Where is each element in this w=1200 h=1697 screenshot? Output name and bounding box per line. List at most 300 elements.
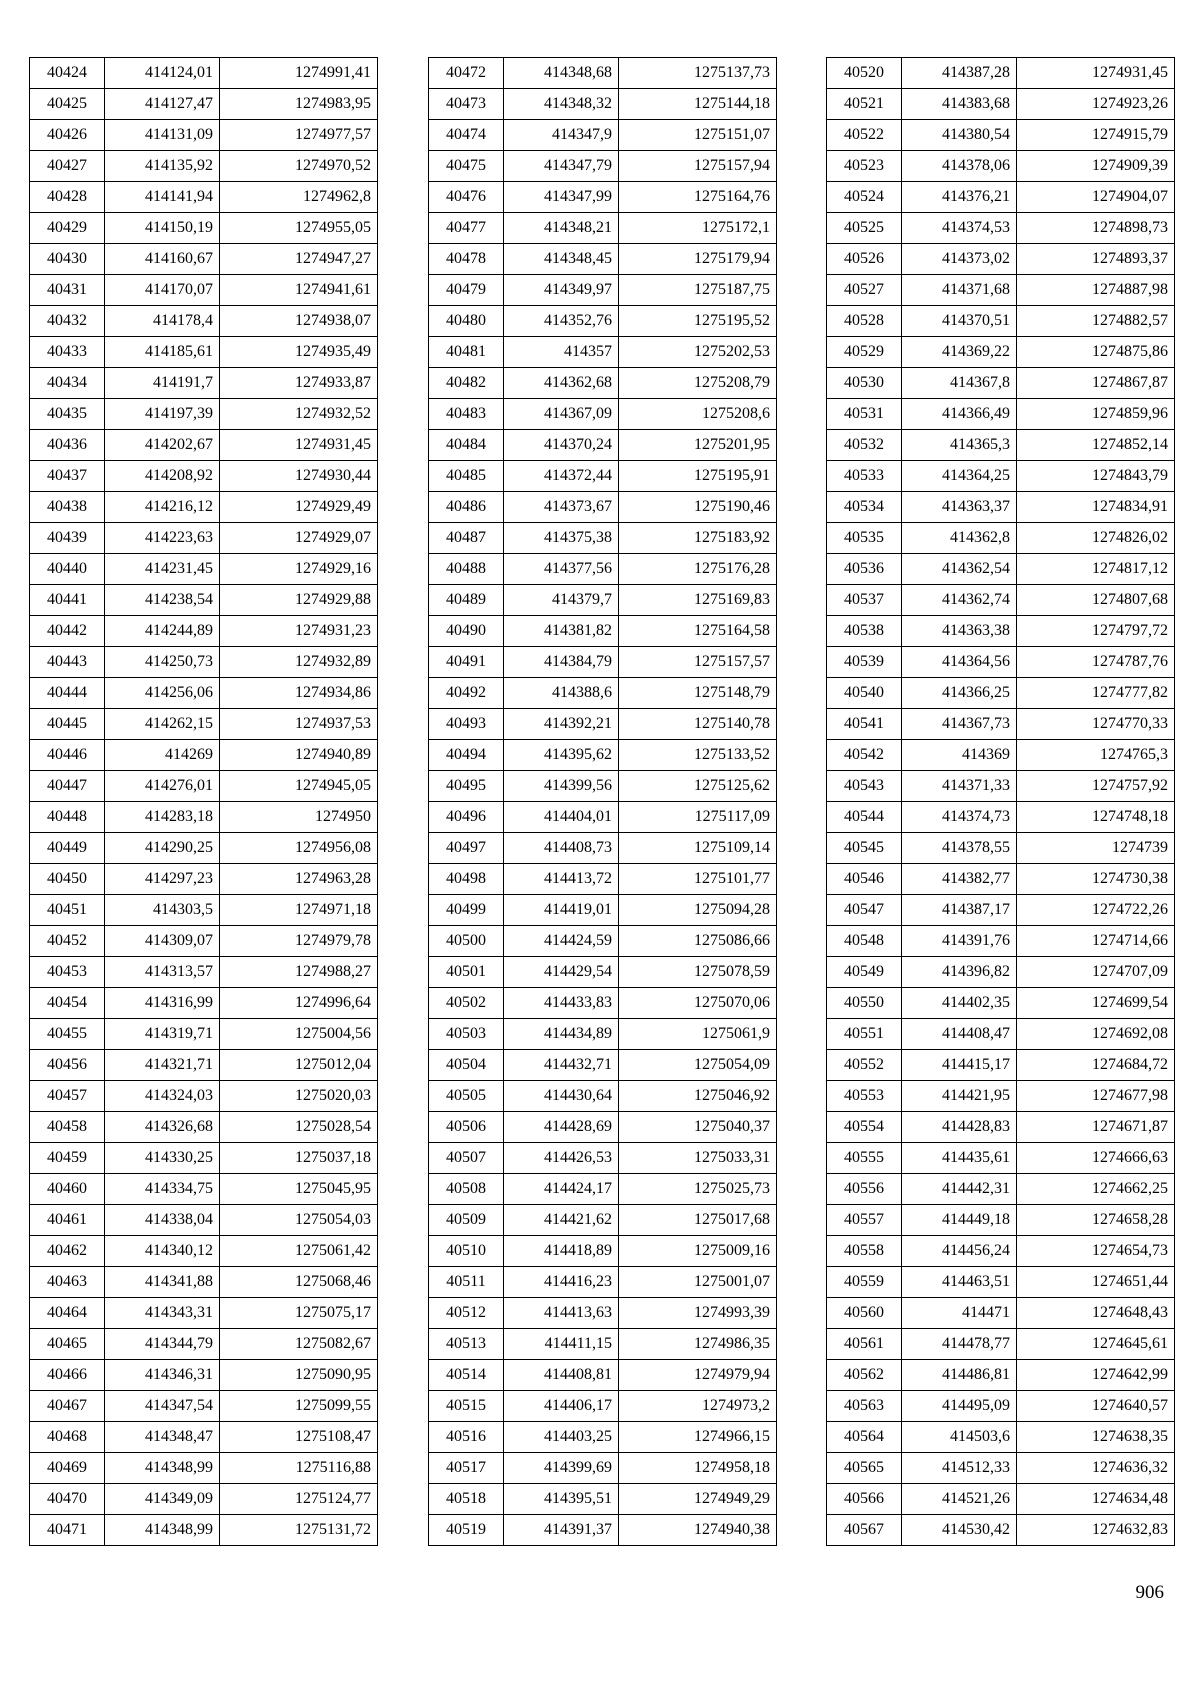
table-row xyxy=(429,988,777,1019)
table-row xyxy=(429,1329,777,1360)
x-coordinate-cell: 414250,73 xyxy=(105,647,220,678)
x-coordinate-cell: 414367,09 xyxy=(504,399,619,430)
table-row xyxy=(429,585,777,616)
point-number-cell: 40501 xyxy=(429,957,504,988)
point-number-cell: 40515 xyxy=(429,1391,504,1422)
y-coordinate-cell: 1274867,87 xyxy=(1017,368,1175,399)
x-coordinate-cell: 414378,55 xyxy=(902,833,1017,864)
x-coordinate-cell: 414357 xyxy=(504,337,619,368)
y-coordinate-cell: 1274956,08 xyxy=(220,833,378,864)
table-row xyxy=(429,833,777,864)
x-coordinate-cell: 414348,45 xyxy=(504,244,619,275)
table-row xyxy=(827,399,1175,430)
y-coordinate-cell: 1274937,53 xyxy=(220,709,378,740)
y-coordinate-cell: 1274929,49 xyxy=(220,492,378,523)
x-coordinate-cell: 414150,19 xyxy=(105,213,220,244)
y-coordinate-cell: 1274966,15 xyxy=(619,1422,777,1453)
x-coordinate-cell: 414352,76 xyxy=(504,306,619,337)
point-number-cell: 40561 xyxy=(827,1329,902,1360)
y-coordinate-cell: 1275208,79 xyxy=(619,368,777,399)
table-row xyxy=(827,616,1175,647)
x-coordinate-cell: 414369 xyxy=(902,740,1017,771)
point-number-cell: 40558 xyxy=(827,1236,902,1267)
x-coordinate-cell: 414362,54 xyxy=(902,554,1017,585)
point-number-cell: 40531 xyxy=(827,399,902,430)
point-number-cell: 40427 xyxy=(30,151,105,182)
x-coordinate-cell: 414256,06 xyxy=(105,678,220,709)
y-coordinate-cell: 1275061,9 xyxy=(619,1019,777,1050)
x-coordinate-cell: 414379,7 xyxy=(504,585,619,616)
y-coordinate-cell: 1275045,95 xyxy=(220,1174,378,1205)
x-coordinate-cell: 414378,06 xyxy=(902,151,1017,182)
y-coordinate-cell: 1274797,72 xyxy=(1017,616,1175,647)
x-coordinate-cell: 414269 xyxy=(105,740,220,771)
table-row xyxy=(429,709,777,740)
x-coordinate-cell: 414373,67 xyxy=(504,492,619,523)
point-number-cell: 40537 xyxy=(827,585,902,616)
y-coordinate-cell: 1274770,33 xyxy=(1017,709,1175,740)
x-coordinate-cell: 414338,04 xyxy=(105,1205,220,1236)
x-coordinate-cell: 414348,32 xyxy=(504,89,619,120)
y-coordinate-cell: 1274929,88 xyxy=(220,585,378,616)
table-row xyxy=(30,585,378,616)
table-row xyxy=(827,461,1175,492)
point-number-cell: 40512 xyxy=(429,1298,504,1329)
point-number-cell: 40433 xyxy=(30,337,105,368)
table-row xyxy=(429,957,777,988)
y-coordinate-cell: 1275108,47 xyxy=(220,1422,378,1453)
y-coordinate-cell: 1274963,28 xyxy=(220,864,378,895)
point-number-cell: 40437 xyxy=(30,461,105,492)
y-coordinate-cell: 1274699,54 xyxy=(1017,988,1175,1019)
table-row xyxy=(429,1174,777,1205)
point-number-cell: 40505 xyxy=(429,1081,504,1112)
table-row xyxy=(429,1484,777,1515)
table-row xyxy=(827,957,1175,988)
table-row xyxy=(827,926,1175,957)
x-coordinate-cell: 414370,51 xyxy=(902,306,1017,337)
y-coordinate-cell: 1275037,18 xyxy=(220,1143,378,1174)
point-number-cell: 40472 xyxy=(429,58,504,89)
point-number-cell: 40465 xyxy=(30,1329,105,1360)
y-coordinate-cell: 1274986,35 xyxy=(619,1329,777,1360)
point-number-cell: 40534 xyxy=(827,492,902,523)
x-coordinate-cell: 414371,33 xyxy=(902,771,1017,802)
x-coordinate-cell: 414313,57 xyxy=(105,957,220,988)
point-number-cell: 40488 xyxy=(429,554,504,585)
x-coordinate-cell: 414374,73 xyxy=(902,802,1017,833)
point-number-cell: 40509 xyxy=(429,1205,504,1236)
y-coordinate-cell: 1275028,54 xyxy=(220,1112,378,1143)
x-coordinate-cell: 414421,95 xyxy=(902,1081,1017,1112)
point-number-cell: 40565 xyxy=(827,1453,902,1484)
y-coordinate-cell: 1275183,92 xyxy=(619,523,777,554)
table-row xyxy=(429,1205,777,1236)
point-number-cell: 40435 xyxy=(30,399,105,430)
point-number-cell: 40464 xyxy=(30,1298,105,1329)
table-row xyxy=(429,1422,777,1453)
table-row xyxy=(30,678,378,709)
table-row xyxy=(429,802,777,833)
y-coordinate-cell: 1275101,77 xyxy=(619,864,777,895)
x-coordinate-cell: 414463,51 xyxy=(902,1267,1017,1298)
y-coordinate-cell: 1274932,89 xyxy=(220,647,378,678)
table-row xyxy=(429,1267,777,1298)
table-row xyxy=(30,1112,378,1143)
x-coordinate-cell: 414413,72 xyxy=(504,864,619,895)
x-coordinate-cell: 414406,17 xyxy=(504,1391,619,1422)
y-coordinate-cell: 1274932,52 xyxy=(220,399,378,430)
table-row xyxy=(827,1236,1175,1267)
y-coordinate-cell: 1274898,73 xyxy=(1017,213,1175,244)
point-number-cell: 40506 xyxy=(429,1112,504,1143)
y-coordinate-cell: 1275086,66 xyxy=(619,926,777,957)
point-number-cell: 40544 xyxy=(827,802,902,833)
x-coordinate-cell: 414404,01 xyxy=(504,802,619,833)
y-coordinate-cell: 1274950 xyxy=(220,802,378,833)
y-coordinate-cell: 1275208,6 xyxy=(619,399,777,430)
x-coordinate-cell: 414197,39 xyxy=(105,399,220,430)
point-number-cell: 40522 xyxy=(827,120,902,151)
x-coordinate-cell: 414160,67 xyxy=(105,244,220,275)
coordinate-table-2 xyxy=(428,57,777,1546)
x-coordinate-cell: 414319,71 xyxy=(105,1019,220,1050)
table-row xyxy=(429,1298,777,1329)
point-number-cell: 40483 xyxy=(429,399,504,430)
point-number-cell: 40527 xyxy=(827,275,902,306)
y-coordinate-cell: 1274930,44 xyxy=(220,461,378,492)
y-coordinate-cell: 1275144,18 xyxy=(619,89,777,120)
point-number-cell: 40564 xyxy=(827,1422,902,1453)
y-coordinate-cell: 1274852,14 xyxy=(1017,430,1175,461)
point-number-cell: 40536 xyxy=(827,554,902,585)
table-row xyxy=(429,1391,777,1422)
x-coordinate-cell: 414231,45 xyxy=(105,554,220,585)
x-coordinate-cell: 414223,63 xyxy=(105,523,220,554)
x-coordinate-cell: 414376,21 xyxy=(902,182,1017,213)
y-coordinate-cell: 1275046,92 xyxy=(619,1081,777,1112)
point-number-cell: 40560 xyxy=(827,1298,902,1329)
y-coordinate-cell: 1275054,03 xyxy=(220,1205,378,1236)
x-coordinate-cell: 414135,92 xyxy=(105,151,220,182)
table-row xyxy=(429,182,777,213)
y-coordinate-cell: 1275195,91 xyxy=(619,461,777,492)
point-number-cell: 40526 xyxy=(827,244,902,275)
coordinate-table-3 xyxy=(826,57,1175,1546)
table-row xyxy=(827,89,1175,120)
x-coordinate-cell: 414191,7 xyxy=(105,368,220,399)
point-number-cell: 40532 xyxy=(827,430,902,461)
x-coordinate-cell: 414428,69 xyxy=(504,1112,619,1143)
table-row xyxy=(827,1298,1175,1329)
y-coordinate-cell: 1274983,95 xyxy=(220,89,378,120)
table-row xyxy=(827,1112,1175,1143)
x-coordinate-cell: 414375,38 xyxy=(504,523,619,554)
y-coordinate-cell: 1275054,09 xyxy=(619,1050,777,1081)
x-coordinate-cell: 414408,81 xyxy=(504,1360,619,1391)
y-coordinate-cell: 1274887,98 xyxy=(1017,275,1175,306)
y-coordinate-cell: 1275164,76 xyxy=(619,182,777,213)
y-coordinate-cell: 1274934,86 xyxy=(220,678,378,709)
point-number-cell: 40507 xyxy=(429,1143,504,1174)
y-coordinate-cell: 1275124,77 xyxy=(220,1484,378,1515)
point-number-cell: 40528 xyxy=(827,306,902,337)
point-number-cell: 40538 xyxy=(827,616,902,647)
x-coordinate-cell: 414503,6 xyxy=(902,1422,1017,1453)
point-number-cell: 40458 xyxy=(30,1112,105,1143)
point-number-cell: 40563 xyxy=(827,1391,902,1422)
point-number-cell: 40535 xyxy=(827,523,902,554)
point-number-cell: 40546 xyxy=(827,864,902,895)
point-number-cell: 40520 xyxy=(827,58,902,89)
table-row xyxy=(429,89,777,120)
table-row xyxy=(30,1050,378,1081)
table-row xyxy=(429,678,777,709)
point-number-cell: 40447 xyxy=(30,771,105,802)
x-coordinate-cell: 414365,3 xyxy=(902,430,1017,461)
point-number-cell: 40439 xyxy=(30,523,105,554)
x-coordinate-cell: 414387,28 xyxy=(902,58,1017,89)
y-coordinate-cell: 1274955,05 xyxy=(220,213,378,244)
y-coordinate-cell: 1274730,38 xyxy=(1017,864,1175,895)
y-coordinate-cell: 1274931,45 xyxy=(1017,58,1175,89)
x-coordinate-cell: 414347,54 xyxy=(105,1391,220,1422)
point-number-cell: 40477 xyxy=(429,213,504,244)
point-number-cell: 40495 xyxy=(429,771,504,802)
point-number-cell: 40548 xyxy=(827,926,902,957)
table-row xyxy=(827,647,1175,678)
table-row xyxy=(30,864,378,895)
point-number-cell: 40490 xyxy=(429,616,504,647)
x-coordinate-cell: 414408,47 xyxy=(902,1019,1017,1050)
x-coordinate-cell: 414324,03 xyxy=(105,1081,220,1112)
y-coordinate-cell: 1274945,05 xyxy=(220,771,378,802)
point-number-cell: 40462 xyxy=(30,1236,105,1267)
x-coordinate-cell: 414419,01 xyxy=(504,895,619,926)
x-coordinate-cell: 414349,97 xyxy=(504,275,619,306)
point-number-cell: 40529 xyxy=(827,337,902,368)
point-number-cell: 40428 xyxy=(30,182,105,213)
y-coordinate-cell: 1274692,08 xyxy=(1017,1019,1175,1050)
y-coordinate-cell: 1274958,18 xyxy=(619,1453,777,1484)
table-row xyxy=(30,1422,378,1453)
point-number-cell: 40441 xyxy=(30,585,105,616)
y-coordinate-cell: 1274645,61 xyxy=(1017,1329,1175,1360)
point-number-cell: 40556 xyxy=(827,1174,902,1205)
table-row xyxy=(30,988,378,1019)
x-coordinate-cell: 414391,37 xyxy=(504,1515,619,1546)
point-number-cell: 40432 xyxy=(30,306,105,337)
y-coordinate-cell: 1274722,26 xyxy=(1017,895,1175,926)
x-coordinate-cell: 414430,64 xyxy=(504,1081,619,1112)
x-coordinate-cell: 414262,15 xyxy=(105,709,220,740)
x-coordinate-cell: 414321,71 xyxy=(105,1050,220,1081)
x-coordinate-cell: 414297,23 xyxy=(105,864,220,895)
x-coordinate-cell: 414349,09 xyxy=(105,1484,220,1515)
x-coordinate-cell: 414170,07 xyxy=(105,275,220,306)
table-row xyxy=(429,1019,777,1050)
x-coordinate-cell: 414402,35 xyxy=(902,988,1017,1019)
y-coordinate-cell: 1275164,58 xyxy=(619,616,777,647)
point-number-cell: 40454 xyxy=(30,988,105,1019)
x-coordinate-cell: 414348,99 xyxy=(105,1515,220,1546)
y-coordinate-cell: 1274931,45 xyxy=(220,430,378,461)
y-coordinate-cell: 1275140,78 xyxy=(619,709,777,740)
point-number-cell: 40449 xyxy=(30,833,105,864)
x-coordinate-cell: 414364,56 xyxy=(902,647,1017,678)
x-coordinate-cell: 414283,18 xyxy=(105,802,220,833)
x-coordinate-cell: 414387,17 xyxy=(902,895,1017,926)
point-number-cell: 40450 xyxy=(30,864,105,895)
y-coordinate-cell: 1274662,25 xyxy=(1017,1174,1175,1205)
point-number-cell: 40542 xyxy=(827,740,902,771)
x-coordinate-cell: 414399,56 xyxy=(504,771,619,802)
x-coordinate-cell: 414369,22 xyxy=(902,337,1017,368)
table-row xyxy=(827,1329,1175,1360)
x-coordinate-cell: 414362,68 xyxy=(504,368,619,399)
table-row xyxy=(30,1515,378,1546)
x-coordinate-cell: 414392,21 xyxy=(504,709,619,740)
table-row xyxy=(429,213,777,244)
y-coordinate-cell: 1275131,72 xyxy=(220,1515,378,1546)
y-coordinate-cell: 1274949,29 xyxy=(619,1484,777,1515)
x-coordinate-cell: 414330,25 xyxy=(105,1143,220,1174)
x-coordinate-cell: 414512,33 xyxy=(902,1453,1017,1484)
table-row xyxy=(827,678,1175,709)
y-coordinate-cell: 1274859,96 xyxy=(1017,399,1175,430)
x-coordinate-cell: 414434,89 xyxy=(504,1019,619,1050)
point-number-cell: 40431 xyxy=(30,275,105,306)
x-coordinate-cell: 414530,42 xyxy=(902,1515,1017,1546)
point-number-cell: 40430 xyxy=(30,244,105,275)
x-coordinate-cell: 414415,17 xyxy=(902,1050,1017,1081)
table-row xyxy=(429,306,777,337)
point-number-cell: 40523 xyxy=(827,151,902,182)
point-number-cell: 40455 xyxy=(30,1019,105,1050)
table-row xyxy=(429,492,777,523)
table-row xyxy=(429,275,777,306)
x-coordinate-cell: 414316,99 xyxy=(105,988,220,1019)
x-coordinate-cell: 414424,17 xyxy=(504,1174,619,1205)
x-coordinate-cell: 414456,24 xyxy=(902,1236,1017,1267)
y-coordinate-cell: 1274970,52 xyxy=(220,151,378,182)
table-row xyxy=(827,244,1175,275)
table-row xyxy=(429,1081,777,1112)
y-coordinate-cell: 1274666,63 xyxy=(1017,1143,1175,1174)
y-coordinate-cell: 1274988,27 xyxy=(220,957,378,988)
y-coordinate-cell: 1274765,3 xyxy=(1017,740,1175,771)
x-coordinate-cell: 414429,54 xyxy=(504,957,619,988)
table-row xyxy=(30,244,378,275)
table-row xyxy=(827,1205,1175,1236)
table-row xyxy=(30,1329,378,1360)
point-number-cell: 40440 xyxy=(30,554,105,585)
y-coordinate-cell: 1275201,95 xyxy=(619,430,777,461)
point-number-cell: 40533 xyxy=(827,461,902,492)
x-coordinate-cell: 414521,26 xyxy=(902,1484,1017,1515)
table-row xyxy=(827,337,1175,368)
table-row xyxy=(827,585,1175,616)
point-number-cell: 40517 xyxy=(429,1453,504,1484)
point-number-cell: 40453 xyxy=(30,957,105,988)
point-number-cell: 40510 xyxy=(429,1236,504,1267)
x-coordinate-cell: 414366,49 xyxy=(902,399,1017,430)
point-number-cell: 40524 xyxy=(827,182,902,213)
table-row xyxy=(30,1081,378,1112)
y-coordinate-cell: 1274658,28 xyxy=(1017,1205,1175,1236)
table-row xyxy=(827,554,1175,585)
point-number-cell: 40444 xyxy=(30,678,105,709)
table-row xyxy=(30,1267,378,1298)
point-number-cell: 40508 xyxy=(429,1174,504,1205)
y-coordinate-cell: 1274834,91 xyxy=(1017,492,1175,523)
point-number-cell: 40471 xyxy=(30,1515,105,1546)
point-number-cell: 40476 xyxy=(429,182,504,213)
y-coordinate-cell: 1275090,95 xyxy=(220,1360,378,1391)
x-coordinate-cell: 414380,54 xyxy=(902,120,1017,151)
x-coordinate-cell: 414411,15 xyxy=(504,1329,619,1360)
table-row xyxy=(827,740,1175,771)
y-coordinate-cell: 1275020,03 xyxy=(220,1081,378,1112)
point-number-cell: 40424 xyxy=(30,58,105,89)
table-row xyxy=(30,895,378,926)
table-row xyxy=(30,430,378,461)
y-coordinate-cell: 1275070,06 xyxy=(619,988,777,1019)
x-coordinate-cell: 414382,77 xyxy=(902,864,1017,895)
table-row xyxy=(30,740,378,771)
y-coordinate-cell: 1275190,46 xyxy=(619,492,777,523)
point-number-cell: 40566 xyxy=(827,1484,902,1515)
table-row xyxy=(429,771,777,802)
point-number-cell: 40555 xyxy=(827,1143,902,1174)
table-row xyxy=(429,120,777,151)
x-coordinate-cell: 414486,81 xyxy=(902,1360,1017,1391)
point-number-cell: 40459 xyxy=(30,1143,105,1174)
table-row xyxy=(827,1050,1175,1081)
point-number-cell: 40479 xyxy=(429,275,504,306)
x-coordinate-cell: 414347,99 xyxy=(504,182,619,213)
table-row xyxy=(30,182,378,213)
table-row xyxy=(30,1205,378,1236)
y-coordinate-cell: 1274971,18 xyxy=(220,895,378,926)
y-coordinate-cell: 1275125,62 xyxy=(619,771,777,802)
point-number-cell: 40474 xyxy=(429,120,504,151)
x-coordinate-cell: 414449,18 xyxy=(902,1205,1017,1236)
table-row xyxy=(429,430,777,461)
point-number-cell: 40493 xyxy=(429,709,504,740)
x-coordinate-cell: 414244,89 xyxy=(105,616,220,647)
point-number-cell: 40486 xyxy=(429,492,504,523)
x-coordinate-cell: 414426,53 xyxy=(504,1143,619,1174)
table-row xyxy=(30,213,378,244)
y-coordinate-cell: 1274707,09 xyxy=(1017,957,1175,988)
x-coordinate-cell: 414348,68 xyxy=(504,58,619,89)
y-coordinate-cell: 1274748,18 xyxy=(1017,802,1175,833)
y-coordinate-cell: 1275082,67 xyxy=(220,1329,378,1360)
point-number-cell: 40460 xyxy=(30,1174,105,1205)
x-coordinate-cell: 414388,6 xyxy=(504,678,619,709)
x-coordinate-cell: 414403,25 xyxy=(504,1422,619,1453)
x-coordinate-cell: 414373,02 xyxy=(902,244,1017,275)
point-number-cell: 40518 xyxy=(429,1484,504,1515)
y-coordinate-cell: 1275169,83 xyxy=(619,585,777,616)
y-coordinate-cell: 1274640,57 xyxy=(1017,1391,1175,1422)
y-coordinate-cell: 1275001,07 xyxy=(619,1267,777,1298)
page-number: 906 xyxy=(1135,1582,1164,1603)
x-coordinate-cell: 414399,69 xyxy=(504,1453,619,1484)
y-coordinate-cell: 1274882,57 xyxy=(1017,306,1175,337)
table-row xyxy=(429,647,777,678)
